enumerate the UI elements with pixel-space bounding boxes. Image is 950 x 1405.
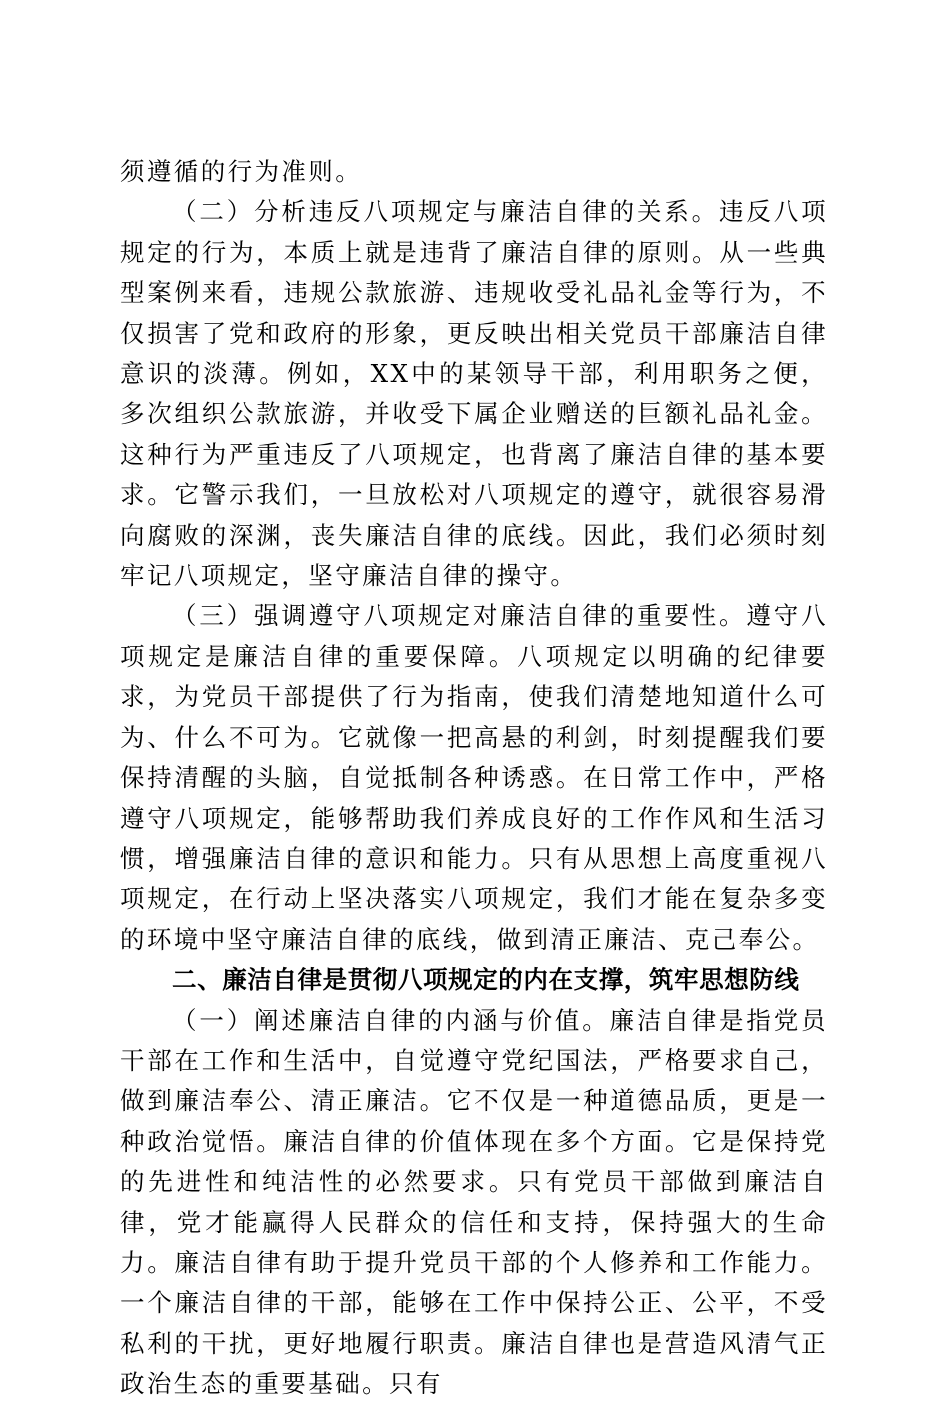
section-2-heading: 二、廉洁自律是贯彻八项规定的内在支撑，筑牢思想防线: [172, 965, 800, 995]
paragraph-body: 违反八项规定的行为，本质上就是违背了廉洁自律的原则。从一些典型案例来看，违规公款旅游、违规收受礼品礼金等行为，不仅损害了党和政府的形象，更反映出相关党员干部廉洁自律意识的淡薄。例如，XX中的某领导干部，利用职务之便，多次组织公款旅游，并收受下属企业赠送的巨额礼品礼金。这种行为严重违反了八项规定，也背离了廉洁自律的基本要求。它警示我们，一旦放松对八项规定的遵守，就很容易滑向腐败的深渊，丧失廉洁自律的底线。因此，我们必须时刻牢记八项规定，坚守廉洁自律的操守。: [120, 197, 829, 591]
intro-tail-paragraph: 须遵循的行为准则。: [120, 157, 363, 186]
paragraph-title: （三）强调遵守八项规定对廉洁自律的重要性。: [172, 601, 747, 631]
paragraph-title: （一）阐述廉洁自律的内涵与价值。: [172, 1005, 610, 1035]
paragraph-body: 廉洁自律是指党员干部在工作和生活中，自觉遵守党纪国法，严格要求自己，做到廉洁奉公、清正廉洁。它不仅是一种道德品质，更是一种政治觉悟。廉洁自律的价值体现在多个方面。它是保持党的先进性和纯洁性的必然要求。只有党员干部做到廉洁自律，党才能赢得人民群众的信任和支持，保持强大的生命力。廉洁自律有助于提升党员干部的个人修养和工作能力。一个廉洁自律的干部，能够在工作中保持公正、公平，不受私利的干扰，更好地履行职责。廉洁自律也是营造风清气正政治生态的重要基础。只有: [120, 1005, 829, 1399]
paragraph-title: （二）分析违反八项规定与廉洁自律的关系。: [172, 197, 720, 227]
section-1-paragraph-2: [120, 192, 828, 596]
document-body: [120, 152, 828, 1405]
section-1-paragraph-3: [120, 596, 828, 960]
paragraph-body: 遵守八项规定是廉洁自律的重要保障。八项规定以明确的纪律要求，为党员干部提供了行为指南，使我们清楚地知道什么可为、什么不可为。它就像一把高悬的利剑，时刻提醒我们要保持清醒的头脑，自觉抵制各种诱惑。在日常工作中，严格遵守八项规定，能够帮助我们养成良好的工作作风和生活习惯，增强廉洁自律的意识和能力。只有从思想上高度重视八项规定，在行动上坚决落实八项规定，我们才能在复杂多变的环境中坚守廉洁自律的底线，做到清正廉洁、克己奉公。: [120, 601, 828, 954]
